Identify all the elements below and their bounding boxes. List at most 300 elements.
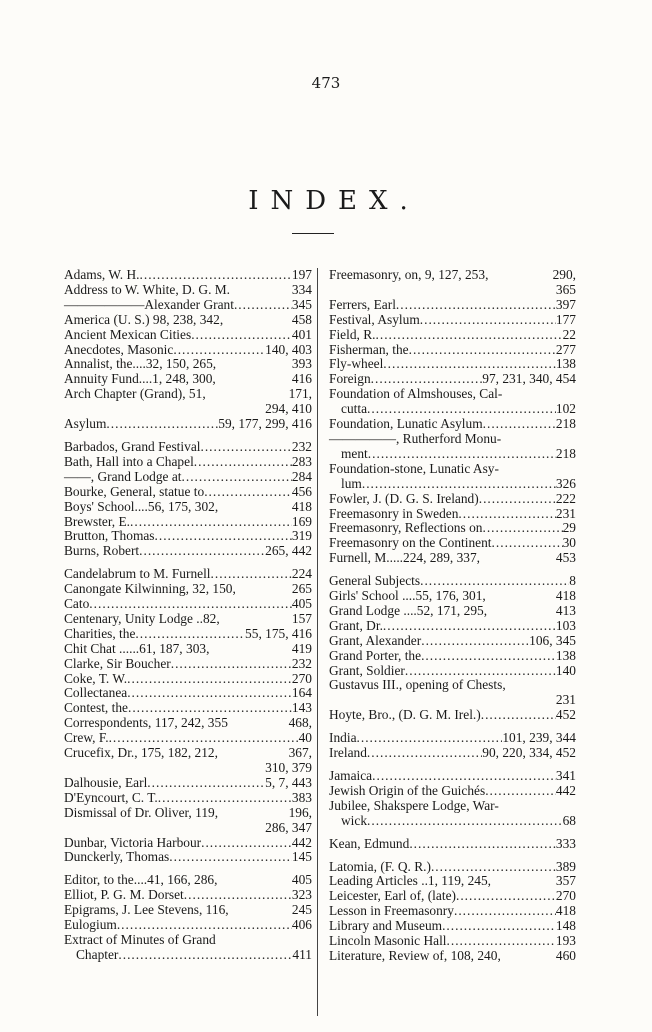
index-entry (329, 536, 576, 551)
dot-leader (376, 328, 563, 343)
index-entry-term: Library and Museum (329, 918, 443, 934)
index-column-right (329, 268, 576, 964)
index-entry-term: Boys' School....56, 175, 302, (64, 498, 219, 514)
index-entry (329, 328, 576, 343)
index-entry-term: Fly-wheel (329, 356, 384, 372)
index-title: INDEX. (248, 186, 420, 216)
index-entry (64, 776, 312, 791)
index-entry (329, 904, 576, 919)
index-entry (329, 268, 576, 283)
index-entry-pages: 334 (291, 281, 312, 297)
index-entry-pages: 218 (555, 445, 576, 461)
index-entry (64, 850, 312, 865)
dot-leader (483, 417, 556, 432)
dot-leader (191, 328, 292, 343)
index-entry-pages: 145 (291, 849, 312, 865)
index-entry-term: Gustavus III., opening of Chests, (329, 677, 506, 693)
index-entry-pages: 367, (288, 745, 312, 761)
index-entry-term: Cato (64, 596, 90, 612)
dot-leader (367, 402, 556, 417)
index-entry (329, 507, 576, 522)
dot-leader (420, 313, 556, 328)
index-entry-pages: 59, 177, 299, 416 (218, 416, 312, 432)
index-entry-pages: 397 (555, 296, 576, 312)
index-entry (64, 529, 312, 544)
dot-leader (206, 387, 289, 402)
index-entry-pages: 333 (555, 835, 576, 851)
index-entry-term: Grand Lodge ....52, 171, 295, (329, 602, 488, 618)
index-entry-term: Literature, Review of, 108, 240, (329, 947, 501, 963)
index-entry-pages: 245 (291, 902, 312, 918)
index-entry-pages: 102 (555, 401, 576, 417)
index-entry-term: Leading Articles ..1, 119, 245, (329, 873, 492, 889)
index-entry (329, 769, 576, 784)
index-entry (64, 612, 312, 627)
dot-leader (230, 283, 292, 298)
index-entry-term: Jewish Origin of the Guichés (329, 782, 486, 798)
dot-leader (127, 672, 292, 687)
index-entry-term: Fowler, J. (D. G. S. Ireland) (329, 490, 479, 506)
index-entry (64, 627, 312, 642)
index-entry-term: Foundation of Almshouses, Cal- (329, 386, 503, 402)
index-entry-pages: 8 (569, 573, 576, 589)
index-entry-term: Field, R. (329, 326, 376, 342)
index-entry-pages: 401 (291, 326, 312, 342)
index-entry-term: Freemasonry, on, 9, 127, 253, (329, 267, 489, 282)
dot-leader (368, 447, 556, 462)
index-entry-term: Ireland (329, 745, 367, 761)
index-entry (329, 678, 576, 693)
dot-leader (220, 612, 292, 627)
index-entry-term: Arch Chapter (Grand), 51, (64, 386, 206, 402)
dot-leader (405, 664, 556, 679)
index-entry-pages: 169 (291, 513, 312, 529)
dot-leader (135, 627, 245, 642)
index-entry-pages: 405 (291, 872, 312, 888)
dot-leader (216, 933, 312, 948)
index-entry-term: ——————Alexander Grant (64, 296, 234, 312)
index-entry (64, 268, 312, 283)
index-entry-pages: 143 (291, 700, 312, 716)
index-entry (329, 492, 576, 507)
index-entry (329, 934, 576, 949)
index-entry-term: India (329, 730, 357, 746)
dot-leader (127, 686, 292, 701)
index-entry-pages: 345 (291, 296, 312, 312)
index-entry-pages: 413 (555, 602, 576, 618)
index-entry (329, 860, 576, 875)
dot-leader (367, 746, 482, 761)
index-entry (329, 784, 576, 799)
index-entry (64, 701, 312, 716)
index-entry (64, 328, 312, 343)
dot-leader (488, 268, 552, 283)
dot-leader (383, 619, 556, 634)
index-entry (329, 298, 576, 313)
dot-leader (223, 313, 292, 328)
index-entry (64, 731, 312, 746)
index-entry-term: America (U. S.) 98, 238, 342, (64, 311, 224, 327)
index-entry (329, 649, 576, 664)
index-entry (329, 462, 576, 477)
index-entry-pages: 29 (562, 520, 576, 536)
index-entry-term: Brewster, E. (64, 513, 131, 529)
index-entry-term: —————, Rutherford Monu- (329, 430, 502, 446)
dot-leader (218, 500, 292, 515)
index-entry (329, 837, 576, 852)
index-entry (329, 417, 576, 432)
dot-leader (485, 784, 556, 799)
index-entry-term: Lincoln Masonic Hall (329, 933, 447, 949)
dot-leader (383, 357, 556, 372)
dot-leader (499, 799, 576, 814)
index-entry-pages: 458 (291, 311, 312, 327)
index-entry-pages: 319 (291, 528, 312, 544)
dot-leader (184, 888, 292, 903)
index-entry-pages: 284 (291, 468, 312, 484)
dot-leader (396, 298, 556, 313)
dot-leader (236, 582, 292, 597)
index-entry (64, 791, 312, 806)
index-entry-continuation: 294, 410 (265, 401, 312, 417)
dot-leader (106, 417, 218, 432)
index-entry (329, 574, 576, 589)
dot-leader (487, 604, 556, 619)
index-entry-term: Foundation, Lunatic Asylum (329, 416, 483, 432)
dot-leader (491, 874, 556, 889)
dot-leader (486, 589, 556, 604)
index-entry-term: Address to W. White, D. G. M. (64, 281, 231, 297)
index-entry-pages: 196, (288, 804, 312, 820)
dot-leader (109, 731, 299, 746)
index-entry-pages: 326 (555, 475, 576, 491)
index-entry-term: Leicester, Earl of, (late) (329, 888, 456, 904)
index-entry-term: ——, Grand Lodge at (64, 468, 182, 484)
dot-leader (169, 850, 292, 865)
index-entry-term: Foundation-stone, Lunatic Asy- (329, 460, 499, 476)
index-entry (64, 455, 312, 470)
index-entry-term: Barbados, Grand Festival (64, 438, 201, 454)
dot-leader (218, 806, 288, 821)
dot-leader (482, 521, 562, 536)
index-entry-term: Brutton, Thomas (64, 528, 155, 544)
index-entry (64, 343, 312, 358)
index-entry-pages: 103 (555, 617, 576, 633)
index-entry-term: Asylum (64, 416, 107, 432)
index-entry (64, 470, 312, 485)
dot-leader (218, 746, 289, 761)
index-entry-pages: 453 (555, 550, 576, 566)
index-entry-pages: 357 (555, 873, 576, 889)
dot-leader (447, 934, 556, 949)
index-entry-term: Bath, Hall into a Chapel (64, 453, 194, 469)
index-entry-term: lum (341, 475, 362, 491)
index-entry-pages: 224 (291, 566, 312, 582)
dot-leader (171, 657, 292, 672)
index-entry-pages: 460 (555, 947, 576, 963)
index-entry-pages: 106, 345 (529, 632, 576, 648)
dot-leader (229, 903, 292, 918)
dot-leader (155, 529, 292, 544)
index-entry-pages: 442 (291, 834, 312, 850)
index-entry-pages: 277 (555, 341, 576, 357)
index-entry-pages: 283 (291, 453, 312, 469)
index-entry-continuation: 231 (555, 692, 576, 708)
dot-leader (421, 649, 556, 664)
dot-leader (173, 343, 265, 358)
index-entry (329, 402, 576, 417)
dot-leader (209, 642, 291, 657)
dot-leader (118, 948, 292, 963)
dot-leader (367, 814, 563, 829)
index-entry (329, 634, 576, 649)
index-entry (329, 551, 576, 566)
index-entry (64, 544, 312, 559)
index-entry (329, 313, 576, 328)
index-entry-term: Dunckerly, Thomas (64, 849, 170, 865)
index-entry (64, 672, 312, 687)
index-entry-term: Contest, the (64, 700, 128, 716)
index-entry-pages: 138 (555, 647, 576, 663)
index-entry (329, 874, 576, 889)
index-entry-pages: 218 (555, 416, 576, 432)
index-entry (64, 283, 312, 298)
index-entry (329, 949, 576, 964)
index-entry-term: Correspondents, 117, 242, 355 (64, 715, 228, 731)
index-entry-continuation: 310, 379 (265, 760, 312, 775)
index-entry (329, 889, 576, 904)
index-entry-pages: 30 (562, 535, 576, 551)
index-entry-pages: 55, 175, 416 (245, 625, 312, 641)
dot-leader (130, 515, 292, 530)
index-entry (64, 686, 312, 701)
index-entry (329, 814, 576, 829)
index-entry-term: Latomia, (F. Q. R.) (329, 858, 431, 874)
dot-leader (372, 769, 556, 784)
index-column-left (64, 268, 312, 963)
index-entry-term: Festival, Asylum (329, 311, 420, 327)
index-entry-term: Annalist, the....32, 150, 265, (64, 356, 217, 372)
dot-leader (506, 678, 576, 693)
index-entry-pages: 405 (291, 596, 312, 612)
index-entry-term: Freemasonry, Reflections on (329, 520, 483, 536)
dot-leader (217, 873, 291, 888)
index-entry (64, 746, 312, 761)
index-entry (329, 708, 576, 723)
index-entry-term: Lesson in Freemasonry (329, 903, 454, 919)
dot-leader (442, 919, 556, 934)
index-entry (329, 664, 576, 679)
index-entry-pages: 418 (291, 498, 312, 514)
index-entry-term: General Subjects (329, 573, 421, 589)
index-entry-term: Crucefix, Dr., 175, 182, 212, (64, 745, 218, 761)
index-entry-pages: 222 (555, 490, 576, 506)
index-entry (64, 298, 312, 313)
index-entry (64, 836, 312, 851)
index-entry (64, 417, 312, 432)
index-entry-pages: 383 (291, 789, 312, 805)
index-entry-pages: 231 (555, 505, 576, 521)
index-entry-pages: 140 (555, 662, 576, 678)
index-entry-term: Kean, Edmund (329, 835, 410, 851)
index-entry (64, 357, 312, 372)
dot-leader (492, 536, 563, 551)
index-entry-term: Eulogium (64, 917, 117, 933)
index-entry-pages: 90, 220, 334, 452 (482, 745, 576, 761)
index-entry (329, 799, 576, 814)
dot-leader (421, 634, 529, 649)
index-entry-term: Dismissal of Dr. Oliver, 119, (64, 804, 219, 820)
index-entry (64, 933, 312, 948)
index-entry-term: cutta (341, 401, 368, 417)
dot-leader (158, 791, 292, 806)
dot-leader (479, 492, 556, 507)
index-entry (64, 716, 312, 731)
dot-leader (117, 918, 292, 933)
index-entry-term: Furnell, M.....224, 289, 337, (329, 550, 481, 566)
index-entry-term: Grant, Soldier (329, 662, 405, 678)
index-entry-term: Adams, W. H. (64, 267, 140, 282)
index-entry (64, 657, 312, 672)
index-entry-pages: 138 (555, 356, 576, 372)
dot-leader (89, 597, 292, 612)
dot-leader (194, 455, 292, 470)
index-entry-term: Burns, Robert (64, 543, 140, 559)
index-entry-term: Candelabrum to M. Furnell (64, 566, 211, 582)
index-entry-pages: 164 (291, 685, 312, 701)
dot-leader (204, 485, 292, 500)
dot-leader (431, 860, 556, 875)
index-entry-pages: 197 (291, 267, 312, 282)
dot-leader (200, 440, 291, 455)
index-entry (64, 873, 312, 888)
index-entry-pages: 177 (555, 311, 576, 327)
dot-leader (502, 387, 576, 402)
index-entry (329, 619, 576, 634)
index-entry-term: Collectanea (64, 685, 128, 701)
index-entry-term: Dalhousie, Earl (64, 774, 148, 790)
index-entry-pages: 232 (291, 438, 312, 454)
index-entry-term: Ancient Mexican Cities (64, 326, 192, 342)
index-entry-term: Charities, the (64, 625, 136, 641)
dot-leader (501, 432, 576, 447)
index-entry (64, 515, 312, 530)
index-entry (64, 903, 312, 918)
index-entry-pages: 270 (291, 670, 312, 686)
index-entry (64, 806, 312, 821)
index-entry-pages: 290, (552, 267, 576, 282)
dot-leader (454, 904, 556, 919)
dot-leader (501, 949, 556, 964)
index-entry (64, 918, 312, 933)
title-rule (292, 233, 334, 234)
index-entry-pages: 193 (555, 933, 576, 949)
index-entry-term: Editor, to the....41, 166, 286, (64, 872, 218, 888)
dot-leader (420, 574, 569, 589)
index-entry-pages: 171, (288, 386, 312, 402)
index-entry (329, 357, 576, 372)
index-entry-pages: 68 (562, 812, 576, 828)
index-entry-term: D'Eyncourt, C. T. (64, 789, 158, 805)
index-entry-term: Fisherman, the (329, 341, 409, 357)
index-entry-pages: 418 (555, 588, 576, 604)
index-entry-pages: 456 (291, 483, 312, 499)
dot-leader (480, 551, 556, 566)
index-entry-term: Epigrams, J. Lee Stevens, 116, (64, 902, 229, 918)
index-entry-term: Grant, Dr. (329, 617, 383, 633)
dot-leader (211, 567, 292, 582)
index-entry-term: ment (341, 445, 368, 461)
index-entry-pages: 270 (555, 888, 576, 904)
index-entry-pages: 265 (291, 581, 312, 597)
page-number: 473 (311, 74, 341, 92)
index-entry-pages: 157 (291, 610, 312, 626)
index-entry-term: Grand Porter, the (329, 647, 422, 663)
index-entry (64, 372, 312, 387)
index-entry-term: Elliot, P. G. M. Dorset (64, 887, 184, 903)
column-divider (317, 268, 318, 1016)
index-entry-pages: 22 (562, 326, 576, 342)
index-entry (329, 604, 576, 619)
index-entry-pages: 389 (555, 858, 576, 874)
dot-leader (139, 544, 265, 559)
index-entry-term: Hoyte, Bro., (D. G. M. Irel.) (329, 707, 481, 723)
index-entry (329, 477, 576, 492)
index-entry-term: Crew, F. (64, 730, 109, 746)
dot-leader (409, 343, 556, 358)
index-entry-pages: 468, (288, 715, 312, 731)
index-entry (329, 746, 576, 761)
dot-leader (140, 268, 292, 283)
index-entry-term: Freemasonry on the Continent (329, 535, 492, 551)
index-entry-pages: 411 (292, 946, 312, 962)
index-entry-term: Dunbar, Victoria Harbour (64, 834, 202, 850)
dot-leader (228, 716, 289, 731)
index-entry (64, 948, 312, 963)
index-entry-term: Grant, Alexander (329, 632, 422, 648)
index-entry (64, 597, 312, 612)
dot-leader (357, 731, 503, 746)
index-entry-term: Clarke, Sir Boucher (64, 655, 171, 671)
index-entry-term: Ferrers, Earl (329, 296, 396, 312)
index-entry (329, 731, 576, 746)
dot-leader (409, 837, 556, 852)
index-entry (64, 567, 312, 582)
dot-leader (362, 477, 556, 492)
index-entry-pages: 442 (555, 782, 576, 798)
index-entry-term: Canongate Kilwinning, 32, 150, (64, 581, 236, 597)
index-entry-pages: 323 (291, 887, 312, 903)
index-entry (64, 387, 312, 402)
dot-leader (182, 470, 292, 485)
index-entry (329, 589, 576, 604)
index-entry (64, 440, 312, 455)
index-entry-term: Jubilee, Shakspere Lodge, War- (329, 797, 499, 813)
index-entry (329, 919, 576, 934)
dot-leader (458, 507, 555, 522)
dot-leader (216, 372, 292, 387)
index-entry (64, 582, 312, 597)
index-entry-pages: 97, 231, 340, 454 (482, 371, 576, 387)
index-entry-pages: 452 (555, 707, 576, 723)
index-entry-term: Bourke, General, statue to (64, 483, 205, 499)
index-entry-term: Foreign (329, 371, 371, 387)
index-entry-pages: 416 (291, 371, 312, 387)
index-entry (329, 521, 576, 536)
index-entry (64, 888, 312, 903)
dot-leader (234, 298, 292, 313)
index-entry (64, 500, 312, 515)
